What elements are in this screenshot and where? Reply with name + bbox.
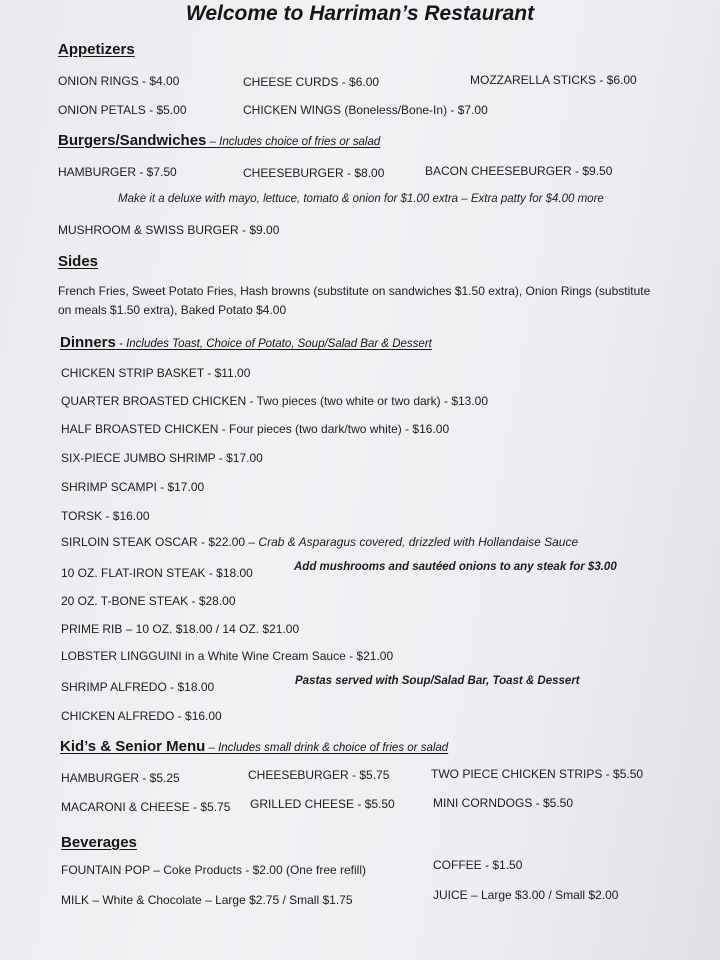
menu-item: CHEESE CURDS - $6.00 bbox=[243, 75, 380, 89]
menu-item: CHICKEN ALFREDO - $16.00 bbox=[61, 709, 222, 723]
menu-item: SIX-PIECE JUMBO SHRIMP - $17.00 bbox=[61, 451, 263, 465]
menu-item: QUARTER BROASTED CHICKEN - Two pieces (two white or two dark) - $13.00 bbox=[61, 394, 489, 408]
pasta-note: Pastas served with Soup/Salad Bar, Toast & Dessert bbox=[295, 675, 580, 687]
menu-item: PRIME RIB – 10 OZ. $18.00 / 14 OZ. $21.00 bbox=[61, 622, 300, 636]
menu-item: TORSK - $16.00 bbox=[61, 509, 150, 523]
burgers-heading-text: Burgers/Sandwiches bbox=[58, 132, 207, 149]
burgers-note: – Includes choice of fries or salad bbox=[206, 136, 381, 148]
dinners-heading bbox=[60, 334, 432, 351]
menu-item bbox=[61, 535, 578, 549]
menu-item-text: SIRLOIN STEAK OSCAR - $22.00 – bbox=[61, 535, 259, 549]
sides-heading: Sides bbox=[58, 253, 99, 270]
menu-item: MINI CORNDOGS - $5.50 bbox=[433, 796, 574, 810]
menu-item: LOBSTER LINGGUINI in a White Wine Cream Sauce - $21.00 bbox=[61, 649, 394, 663]
menu-item: MACARONI & CHEESE - $5.75 bbox=[61, 800, 231, 814]
deluxe-note: Make it a deluxe with mayo, lettuce, tomato & onion for $1.00 extra – Extra patty for $4.00 more bbox=[118, 193, 604, 205]
menu-item: CHICKEN WINGS (Boneless/Bone-In) - $7.00 bbox=[243, 103, 488, 117]
beverages-heading: Beverages bbox=[61, 834, 137, 851]
kids-heading-text: Kid’s & Senior Menu bbox=[60, 738, 206, 755]
menu-item: GRILLED CHEESE - $5.50 bbox=[250, 797, 395, 811]
menu-item: FOUNTAIN POP – Coke Products - $2.00 (One free refill) bbox=[61, 863, 366, 877]
menu-item: TWO PIECE CHICKEN STRIPS - $5.50 bbox=[431, 767, 644, 781]
menu-item: JUICE – Large $3.00 / Small $2.00 bbox=[433, 888, 619, 902]
dinners-heading-text: Dinners bbox=[60, 334, 116, 351]
menu-item: 10 OZ. FLAT-IRON STEAK - $18.00 bbox=[61, 566, 253, 580]
menu-item: CHEESEBURGER - $8.00 bbox=[243, 166, 385, 180]
menu-item: HAMBURGER - $5.25 bbox=[61, 771, 180, 785]
burgers-heading bbox=[58, 132, 380, 149]
menu-item: CHEESEBURGER - $5.75 bbox=[248, 768, 390, 782]
kids-heading bbox=[60, 738, 448, 755]
menu-item: SHRIMP SCAMPI - $17.00 bbox=[61, 480, 205, 494]
menu-item: SHRIMP ALFREDO - $18.00 bbox=[61, 680, 215, 694]
oscar-note: Crab & Asparagus covered, drizzled with Hollandaise Sauce bbox=[258, 535, 579, 549]
kids-note: – Includes small drink & choice of fries or salad bbox=[205, 742, 449, 754]
menu-item: 20 OZ. T-BONE STEAK - $28.00 bbox=[61, 594, 236, 608]
menu-title: Welcome to Harriman’s Restaurant bbox=[185, 2, 535, 25]
menu-item: MUSHROOM & SWISS BURGER - $9.00 bbox=[58, 223, 280, 237]
steak-note: Add mushrooms and sautéed onions to any steak for $3.00 bbox=[294, 561, 617, 573]
menu-item: ONION PETALS - $5.00 bbox=[58, 103, 187, 117]
menu-item: MOZZARELLA STICKS - $6.00 bbox=[470, 73, 637, 87]
appetizers-heading: Appetizers bbox=[58, 41, 135, 58]
menu-item: MILK – White & Chocolate – Large $2.75 / Small $1.75 bbox=[61, 893, 353, 907]
menu-item: HALF BROASTED CHICKEN - Four pieces (two dark/two white) - $16.00 bbox=[61, 422, 450, 436]
menu-item: ONION RINGS - $4.00 bbox=[58, 74, 180, 88]
menu-item: HAMBURGER - $7.50 bbox=[58, 165, 177, 179]
menu-item: CHICKEN STRIP BASKET - $11.00 bbox=[61, 366, 251, 380]
menu-item: BACON CHEESEBURGER - $9.50 bbox=[425, 164, 613, 178]
sides-text: French Fries, Sweet Potato Fries, Hash browns (substitute on sandwiches $1.50 extra), Onion Rings (substitute on meals $1.50 extra), Baked Potato $4.00 bbox=[58, 284, 651, 317]
menu-item: COFFEE - $1.50 bbox=[433, 858, 523, 872]
dinners-note: - Includes Toast, Choice of Potato, Soup/Salad Bar & Dessert bbox=[115, 338, 432, 350]
